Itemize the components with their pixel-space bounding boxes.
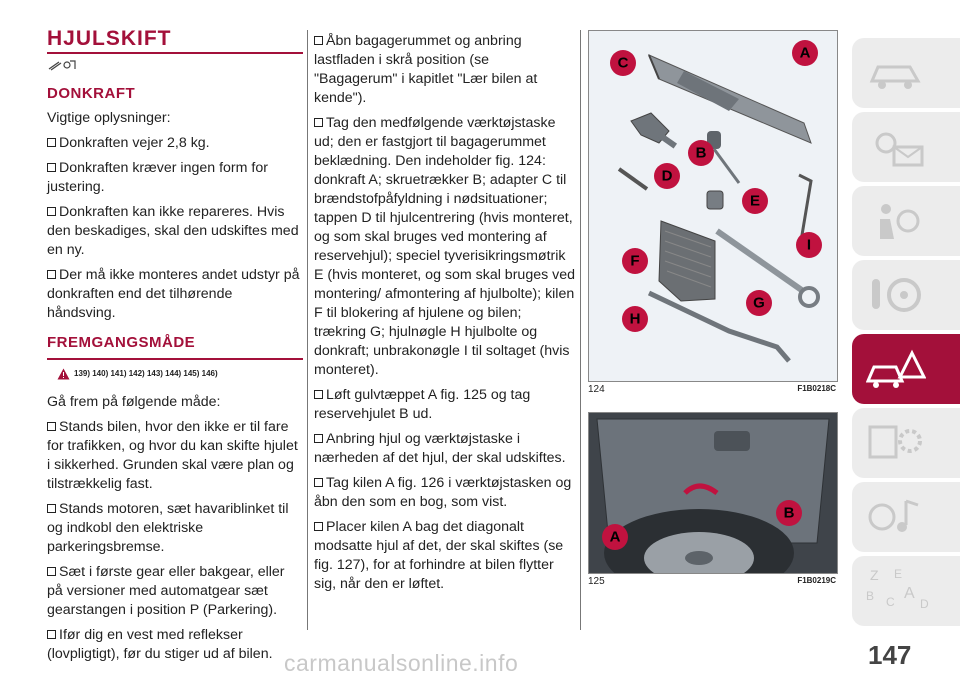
- checkbox-bullet-icon: [314, 522, 323, 531]
- sidebar-tab-car[interactable]: [852, 38, 960, 108]
- checkbox-bullet-icon: [314, 478, 323, 487]
- figure-caption: [588, 576, 836, 587]
- section-intro: Vigtige oplysninger:: [47, 110, 171, 126]
- media-icon: [866, 495, 926, 539]
- checkbox-bullet-icon: [47, 422, 56, 431]
- left-column: [47, 28, 303, 670]
- checkbox-bullet-icon: [47, 270, 56, 279]
- svg-text:A: A: [904, 585, 915, 602]
- callout-label: [654, 163, 680, 189]
- checkbox-bullet-icon: [47, 138, 56, 147]
- checkbox-bullet-icon: [314, 434, 323, 443]
- index-icon: [862, 564, 932, 614]
- list-item: Løft gulvtæppet A fig. 125 og tag reservehjulet B ud.: [314, 387, 531, 422]
- figure-code: F1B0218C: [797, 384, 836, 393]
- checkbox-bullet-icon: [314, 118, 323, 127]
- svg-text:C: C: [886, 595, 895, 609]
- svg-text:A: A: [609, 528, 621, 546]
- sidebar-tab-index[interactable]: [852, 556, 960, 626]
- warning-triangle-icon: [57, 368, 70, 380]
- svg-text:B: B: [866, 589, 875, 603]
- list-item: Tag den medfølgende værktøjstaske ud; den er fastgjort til bagagerummet beklædning. Den indeholder fig. 124: donkraft A; skruetrækker B; adapter C til brændstofpåfyldning i nødsituationer; tappen D til hjulcentrering (hvis monteret, og som skal bruges ved montering af reservehjul); speciel tyverisikringsmøtrik E (hvis monteret, og som skal bruges ved montering/ afmontering af hjulbolte); kilen F til blokering af hjulene og bilen; trækring G; hjulnøgle H hjulbolte og donkraft; unbrakonøgle I til soltaget (hvis monteret).: [314, 115, 576, 378]
- checkbox-bullet-icon: [47, 630, 56, 639]
- list-item: Sæt i første gear eller bakgear, eller på versioner med automatgear sæt gearstangen i position P (Parkering).: [47, 564, 285, 618]
- breakdown-icon: [866, 347, 926, 391]
- svg-text:D: D: [920, 597, 929, 611]
- list-item: Tag kilen A fig. 126 i værktøjstasken og åbn den som en bog, som vist.: [314, 475, 572, 510]
- list-item: Placer kilen A bag det diagonalt modsatte hjul af det, der skal skiftes (se fig. 127), for at forhindre at bilen flytter sig, når den er løftet.: [314, 519, 564, 592]
- list-item: Stands bilen, hvor den ikke er til fare for trafikken, og hvor du kan skifte hjulet i sikkerhed. Grunden skal være plan og tilstrækkelig fast.: [47, 419, 298, 492]
- figure-125-spare-wheel: [588, 412, 838, 574]
- checkbox-bullet-icon: [47, 163, 56, 172]
- watermark: carmanualsonline.info: [284, 650, 519, 676]
- column-divider: [307, 30, 308, 630]
- figure-124-tool-kit: [588, 30, 838, 382]
- sidebar-tab-driving[interactable]: [852, 260, 960, 330]
- list-item: Der må ikke monteres andet udstyr på donkraften end det tilhørende håndsving.: [47, 267, 300, 321]
- list-item: Donkraften vejer 2,8 kg.: [47, 134, 303, 153]
- svg-text:F: F: [630, 252, 640, 270]
- list-item: Donkraften kan ikke repareres. Hvis den beskadiges, skal den udskiftes med en ny.: [47, 204, 299, 258]
- svg-text:E: E: [749, 192, 761, 210]
- svg-text:A: A: [799, 44, 811, 62]
- sidebar-tab-emergency[interactable]: [852, 334, 960, 404]
- checkbox-bullet-icon: [47, 567, 56, 576]
- title-underline: [47, 52, 303, 54]
- steering-wheel-icon: [866, 273, 926, 317]
- page-title: HJULSKIFT: [47, 27, 172, 50]
- callout-label: [776, 500, 802, 526]
- section-heading-donkraft: DONKRAFT: [47, 85, 136, 102]
- figure-number: 125: [588, 576, 605, 587]
- page-number: 147: [868, 640, 912, 670]
- sidebar-tab-multimedia[interactable]: [852, 482, 960, 552]
- svg-text:B: B: [783, 504, 795, 522]
- section-intro: Gå frem på følgende måde:: [47, 394, 221, 410]
- svg-text:Z: Z: [870, 567, 879, 583]
- car-icon: [866, 53, 926, 93]
- checkbox-bullet-icon: [314, 36, 323, 45]
- figure-code: F1B0219C: [797, 576, 836, 585]
- svg-text:D: D: [661, 167, 673, 185]
- callout-label: [622, 248, 648, 274]
- sidebar-tab-safety[interactable]: [852, 186, 960, 256]
- callout-label: [792, 40, 818, 66]
- warning-references: 139) 140) 141) 142) 143) 144) 145) 146): [57, 364, 303, 383]
- list-item: Ifør dig en vest med reflekser (lovpligtigt), før du stiger ud af bilen.: [47, 627, 273, 662]
- callout-label: [602, 524, 628, 550]
- warning-lights-icon: [866, 125, 926, 169]
- column-divider: [580, 30, 581, 630]
- section-heading-fremgangsmaade: FREMGANGSMÅDE: [47, 334, 196, 351]
- svg-text:C: C: [617, 54, 629, 72]
- section-underline: [47, 358, 303, 360]
- callout-label: [746, 290, 772, 316]
- middle-column: [314, 32, 576, 600]
- list-item: Donkraften kræver ingen form for justering.: [47, 160, 268, 195]
- svg-text:E: E: [894, 567, 903, 581]
- figure-number: 124: [588, 384, 605, 395]
- list-item: Åbn bagagerummet og anbring lastfladen i skrå position (se "Bagagerum" i kapitlet "Lær bilen at kende").: [314, 33, 538, 106]
- checkbox-bullet-icon: [47, 504, 56, 513]
- svg-text:H: H: [629, 310, 641, 328]
- callout-label: [688, 140, 714, 166]
- tools-symbol-icon: [47, 58, 303, 78]
- svg-text:I: I: [806, 236, 812, 254]
- figure-caption: [588, 384, 836, 395]
- list-item: Stands motoren, sæt havariblinket til og indkobl den elektriske parkeringsbremse.: [47, 501, 289, 555]
- callout-label: [796, 232, 822, 258]
- maintenance-icon: [866, 421, 926, 465]
- callout-label: [622, 306, 648, 332]
- checkbox-bullet-icon: [47, 207, 56, 216]
- list-item: Anbring hjul og værktøjstaske i nærheden af det hjul, der skal udskiftes.: [314, 431, 566, 466]
- callout-label: [742, 188, 768, 214]
- sidebar-tab-warning-lights[interactable]: [852, 112, 960, 182]
- seat-airbag-icon: [866, 199, 926, 243]
- checkbox-bullet-icon: [314, 390, 323, 399]
- sidebar-tab-maintenance[interactable]: [852, 408, 960, 478]
- callout-label: [610, 50, 636, 76]
- svg-text:G: G: [753, 294, 765, 312]
- svg-text:B: B: [695, 144, 707, 162]
